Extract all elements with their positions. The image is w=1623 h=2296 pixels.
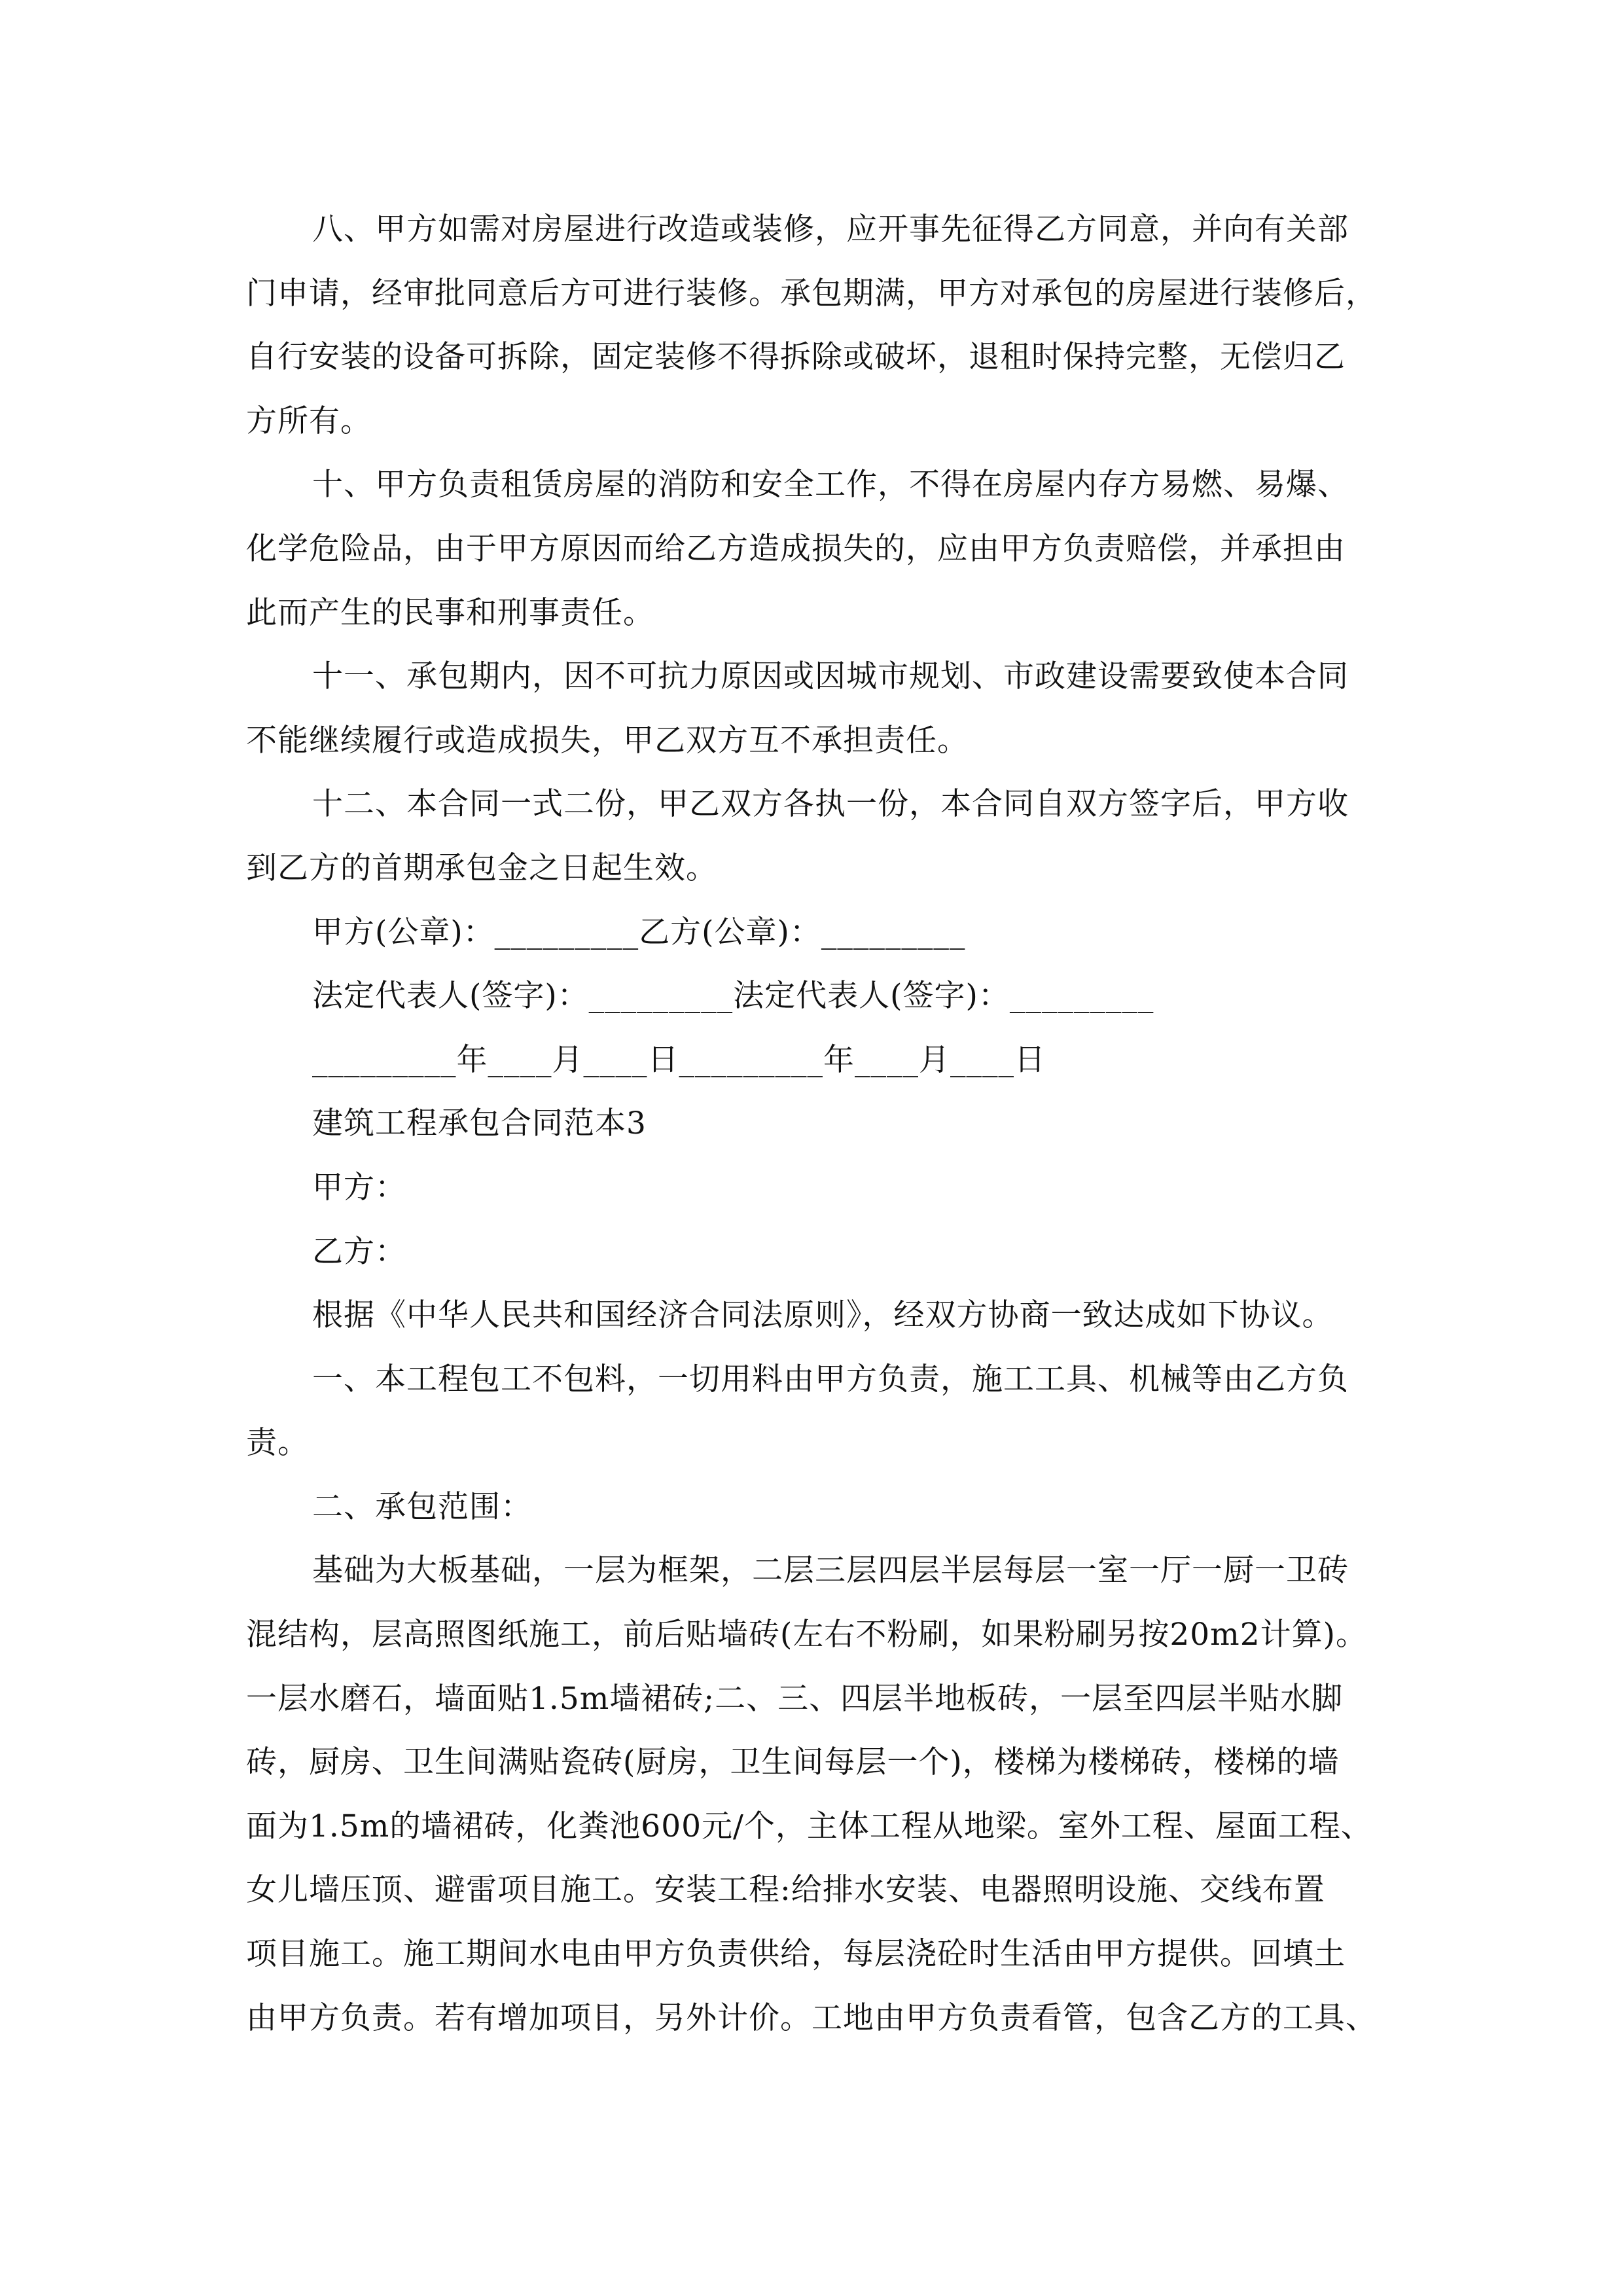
- text-line: 一层水磨石，墙面贴1.5m墙裙砖;二、三、四层半地板砖，一层至四层半贴水脚: [246, 1680, 1344, 1717]
- text-line: _________年____月____日_________年____月____日: [312, 1041, 1046, 1078]
- paragraph: [246, 645, 1424, 772]
- paragraph: [246, 198, 1424, 453]
- paragraph: [246, 1156, 1424, 1220]
- text-line: 由甲方负责。若有增加项目，另外计价。工地由甲方负责看管，包含乙方的工具、: [246, 2000, 1377, 2036]
- text-line: 建筑工程承包合同范本3: [312, 1105, 647, 1142]
- text-line: 不能继续履行或造成损失，甲乙双方互不承担责任。: [246, 722, 969, 759]
- text-line: 甲方(公章)：_________乙方(公章)：_________: [312, 914, 966, 950]
- text-line: 女儿墙压顶、避雷项目施工。安装工程:给排水安装、电器照明设施、交线布置: [246, 1872, 1325, 1909]
- text-line: 到乙方的首期承包金之日起生效。: [246, 850, 717, 886]
- paragraph: [246, 1028, 1424, 1092]
- paragraph: [246, 901, 1424, 965]
- text-line: 十、甲方负责租赁房屋的消防和安全工作，不得在房屋内存方易燃、易爆、: [312, 467, 1349, 503]
- text-line: 甲方：: [312, 1169, 406, 1206]
- text-line: 法定代表人(签字)：_________法定代表人(签字)：_________: [312, 978, 1154, 1014]
- paragraph: [246, 1092, 1424, 1156]
- paragraph: [246, 1475, 1424, 1539]
- text-line: 二、承包范围：: [312, 1488, 532, 1525]
- paragraph: [246, 1220, 1424, 1284]
- text-line: 根据《中华人民共和国经济合同法原则》，经双方协商一致达成如下协议。: [312, 1297, 1334, 1334]
- paragraph: [246, 1283, 1424, 1348]
- text-line: 面为1.5m的墙裙砖，化粪池600元/个，主体工程从地梁。室外工程、屋面工程、: [246, 1808, 1372, 1844]
- paragraph: [246, 964, 1424, 1028]
- paragraph: [246, 453, 1424, 645]
- text-line: 混结构，层高照图纸施工，前后贴墙砖(左右不粉刷，如果粉刷另按20m2计算)。: [246, 1617, 1367, 1653]
- paragraph: [246, 772, 1424, 900]
- text-line: 八、甲方如需对房屋进行改造或装修，应开事先征得乙方同意，并向有关部: [312, 211, 1349, 247]
- text-line: 责。: [246, 1425, 309, 1462]
- paragraph: [246, 1348, 1424, 1475]
- text-line: 方所有。: [246, 403, 372, 439]
- paragraph: [246, 1539, 1424, 2050]
- document-body: [246, 198, 1424, 2050]
- text-line: 一、本工程包工不包料，一切用料由甲方负责，施工工具、机械等由乙方负: [312, 1361, 1349, 1397]
- text-line: 乙方：: [312, 1233, 406, 1270]
- text-line: 项目施工。施工期间水电由甲方负责供给，每层浇砼时生活由甲方提供。回填土: [246, 1936, 1346, 1973]
- text-line: 此而产生的民事和刑事责任。: [246, 594, 654, 631]
- text-line: 十二、本合同一式二份，甲乙双方各执一份，本合同自双方签字后，甲方收: [312, 786, 1349, 823]
- text-line: 门申请，经审批同意后方可进行装修。承包期满，甲方对承包的房屋进行装修后，: [246, 275, 1377, 312]
- text-line: 自行安装的设备可拆除，固定装修不得拆除或破坏，退租时保持完整，无偿归乙: [246, 339, 1346, 376]
- text-line: 十一、承包期内，因不可抗力原因或因城市规划、市政建设需要致使本合同: [312, 658, 1349, 695]
- text-line: 基础为大板基础，一层为框架，二层三层四层半层每层一室一厅一厨一卫砖: [312, 1552, 1349, 1589]
- text-line: 砖，厨房、卫生间满贴瓷砖(厨房，卫生间每层一个)，楼梯为楼梯砖，楼梯的墙: [246, 1744, 1340, 1781]
- text-line: 化学危险品，由于甲方原因而给乙方造成损失的，应由甲方负责赔偿，并承担由: [246, 530, 1346, 567]
